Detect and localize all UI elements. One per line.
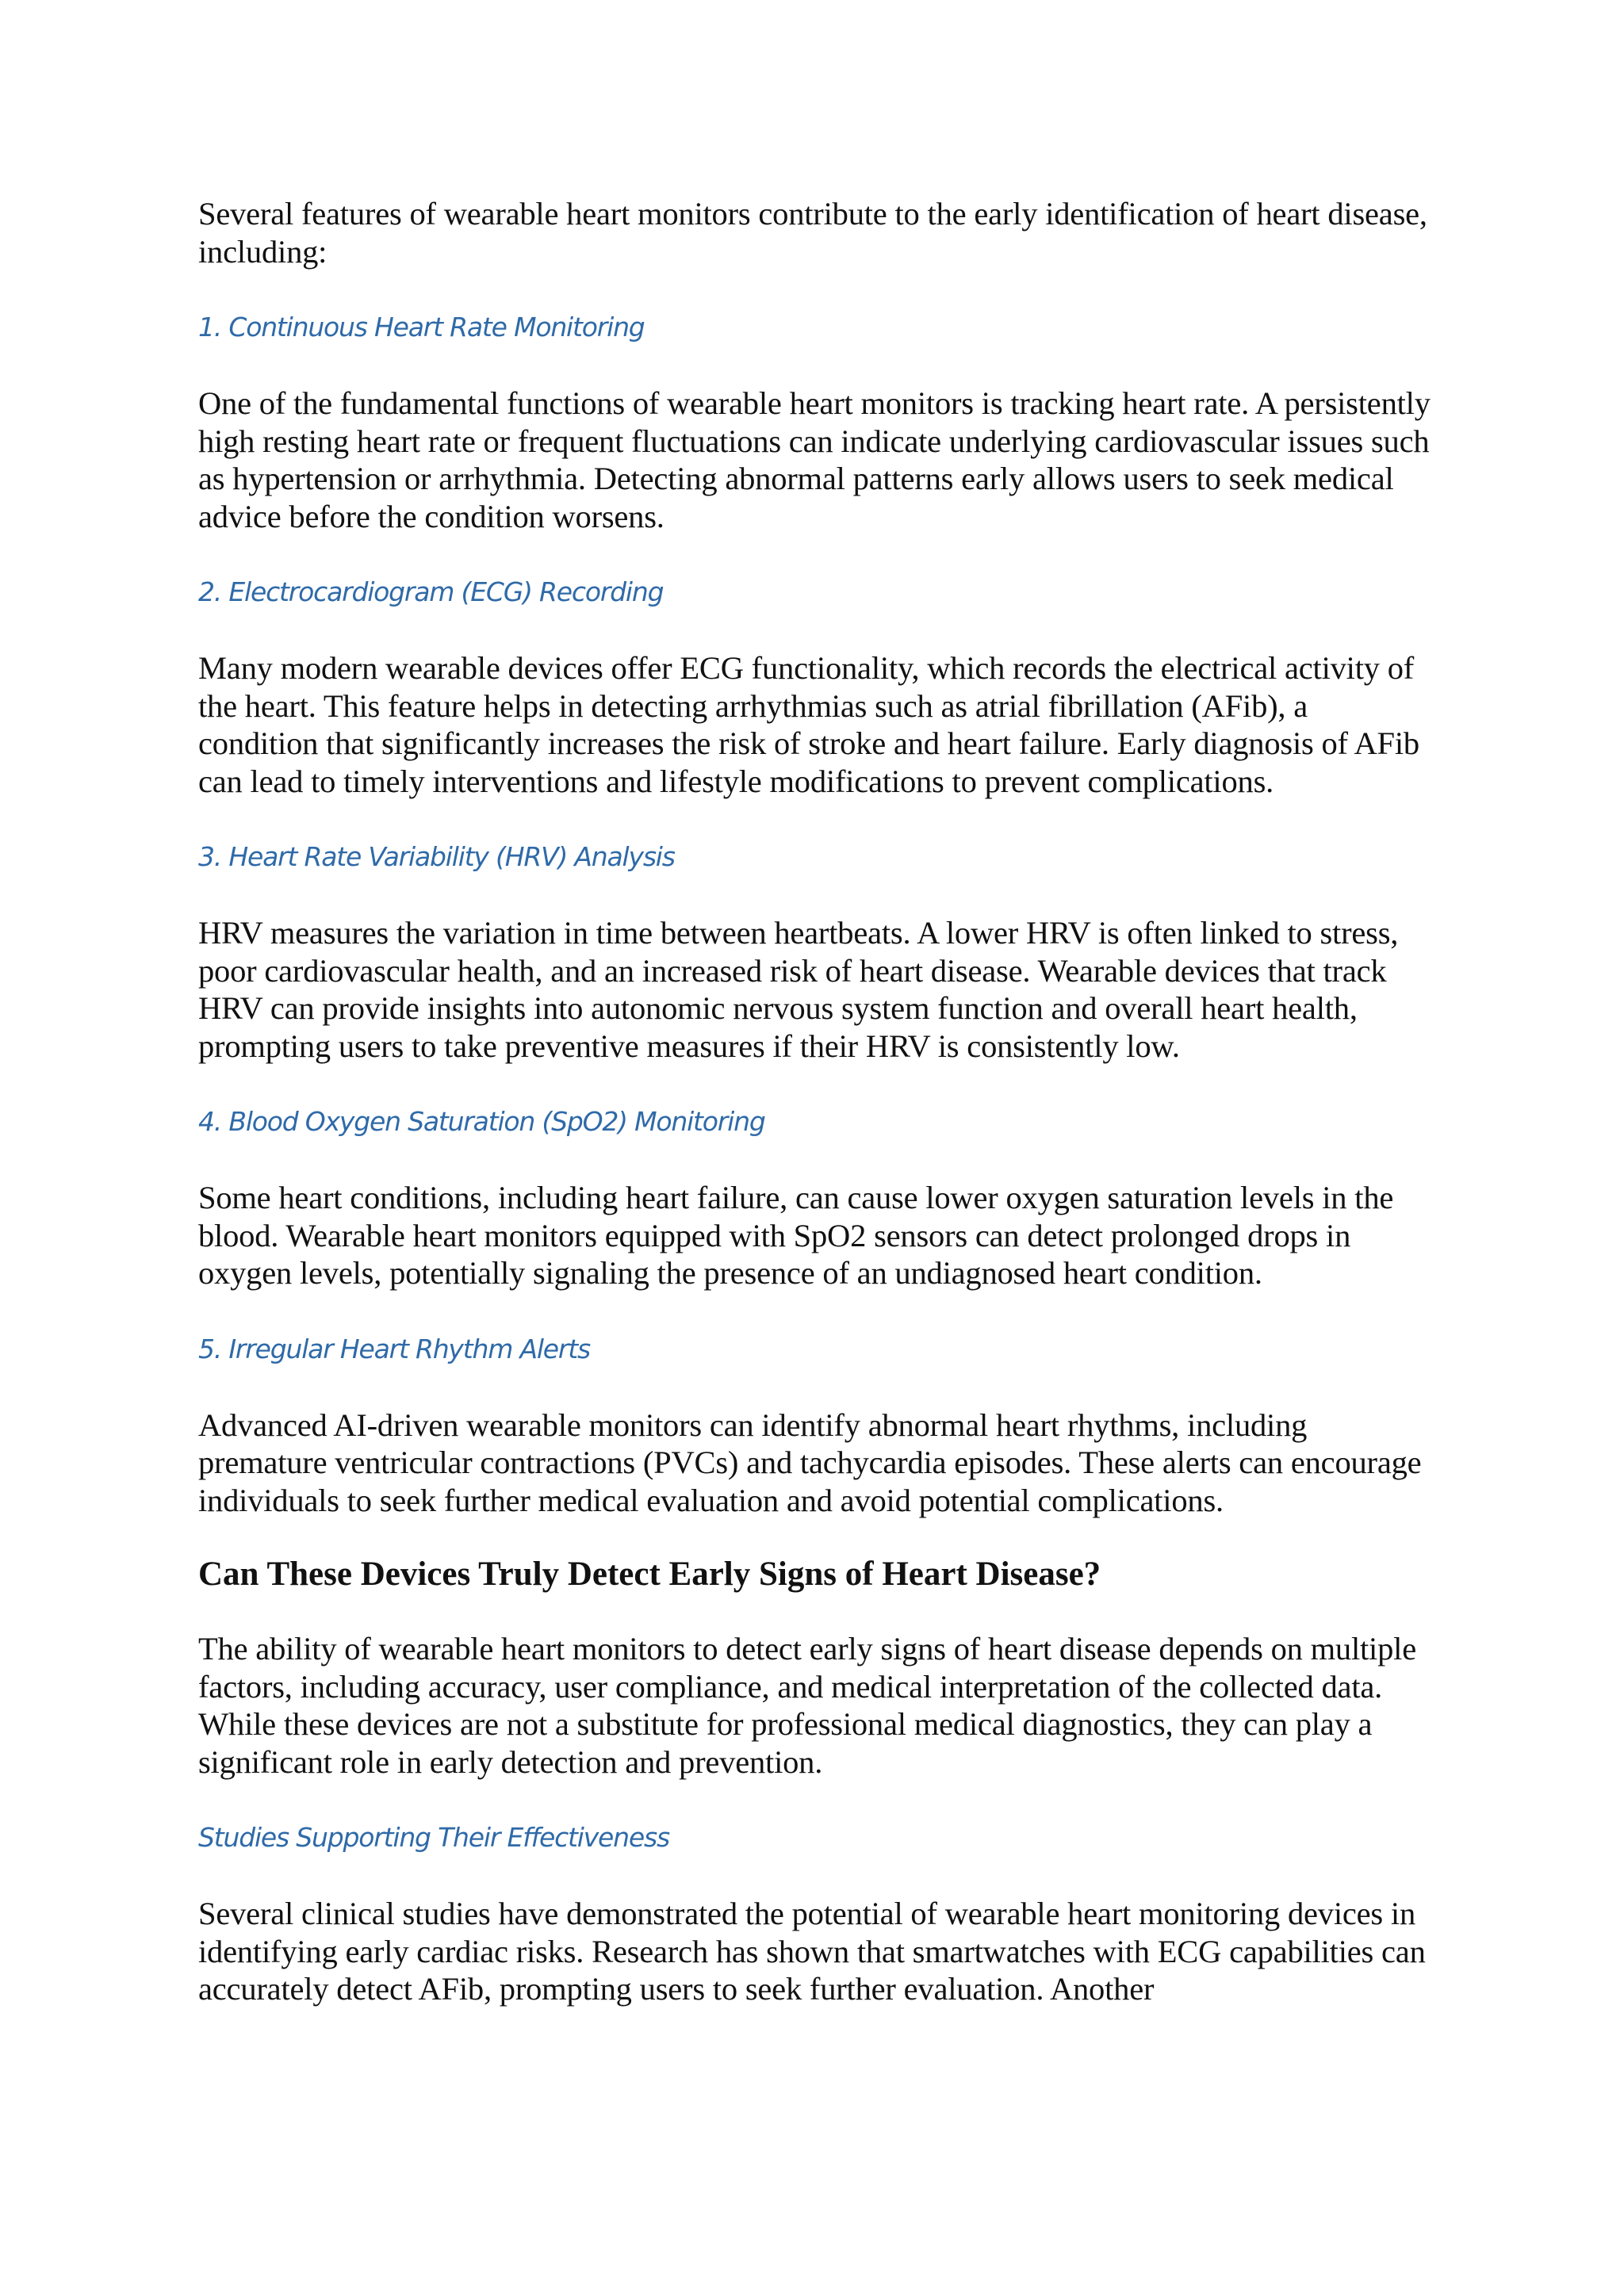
section-title-rhythm-alerts: 5. Irregular Heart Rhythm Alerts <box>198 1333 590 1364</box>
section-body-spo2: Some heart conditions, including heart failure, can cause lower oxygen saturation levels in the blood. Wearable heart monitors equipped with SpO2 sensors can detect prolonged drops in oxygen levels, potentially signaling the presence of an undiagnosed heart condition. <box>198 1180 1394 1291</box>
heading-body: The ability of wearable heart monitors to detect early signs of heart disease depends on multiple factors, including accuracy, user compliance, and medical interpretation of the collected data. While these devices are not a substitute for professional medical diagnostics, they can play a significant role in early detection and prevention. <box>198 1631 1416 1780</box>
section-body-ecg: Many modern wearable devices offer ECG functionality, which records the electrical activity of the heart. This feature helps in detecting arrhythmias such as atrial fibrillation (AFib), a condition that significantly increases the risk of stroke and heart failure. Early diagnosis of AFib can lead to timely interventions and lifestyle modifications to prevent complications. <box>198 650 1419 799</box>
document-page <box>198 195 1435 2008</box>
studies-title: Studies Supporting Their Effectiveness <box>198 1822 669 1853</box>
studies-body: Several clinical studies have demonstrated the potential of wearable heart monitoring devices in identifying early cardiac risks. Research has shown that smartwatches with ECG capabilities can accurately detect AFib, prompting users to seek further evaluation. Another <box>198 1896 1426 2007</box>
intro-paragraph: Several features of wearable heart monitors contribute to the early identification of heart disease, including: <box>198 196 1427 270</box>
section-title-spo2: 4. Blood Oxygen Saturation (SpO2) Monitoring <box>198 1106 765 1137</box>
section-title-ecg: 2. Electrocardiogram (ECG) Recording <box>198 576 664 607</box>
section-body-hrv: HRV measures the variation in time between heartbeats. A lower HRV is often linked to stress, poor cardiovascular health, and an increased risk of heart disease. Wearable devices that track HRV can provide insights into autonomic nervous system function and overall heart health, prompting users to take preventive measures if their HRV is consistently low. <box>198 915 1399 1064</box>
section-title-hrv: 3. Heart Rate Variability (HRV) Analysis <box>198 841 675 872</box>
section-body-heart-rate: One of the fundamental functions of wearable heart monitors is tracking heart rate. A persistently high resting heart rate or frequent fluctuations can indicate underlying cardiovascular issues such as hypertension or arrhythmia. Detecting abnormal patterns early allows users to seek medical advice before the condition worsens. <box>198 385 1431 534</box>
section-title-heart-rate: 1. Continuous Heart Rate Monitoring <box>198 312 645 342</box>
main-heading: Can These Devices Truly Detect Early Signs of Heart Disease? <box>198 1556 1101 1593</box>
section-body-rhythm-alerts: Advanced AI-driven wearable monitors can identify abnormal heart rhythms, including premature ventricular contractions (PVCs) and tachycardia episodes. These alerts can encourage individuals to seek further medical evaluation and avoid potential complications. <box>198 1406 1422 1518</box>
